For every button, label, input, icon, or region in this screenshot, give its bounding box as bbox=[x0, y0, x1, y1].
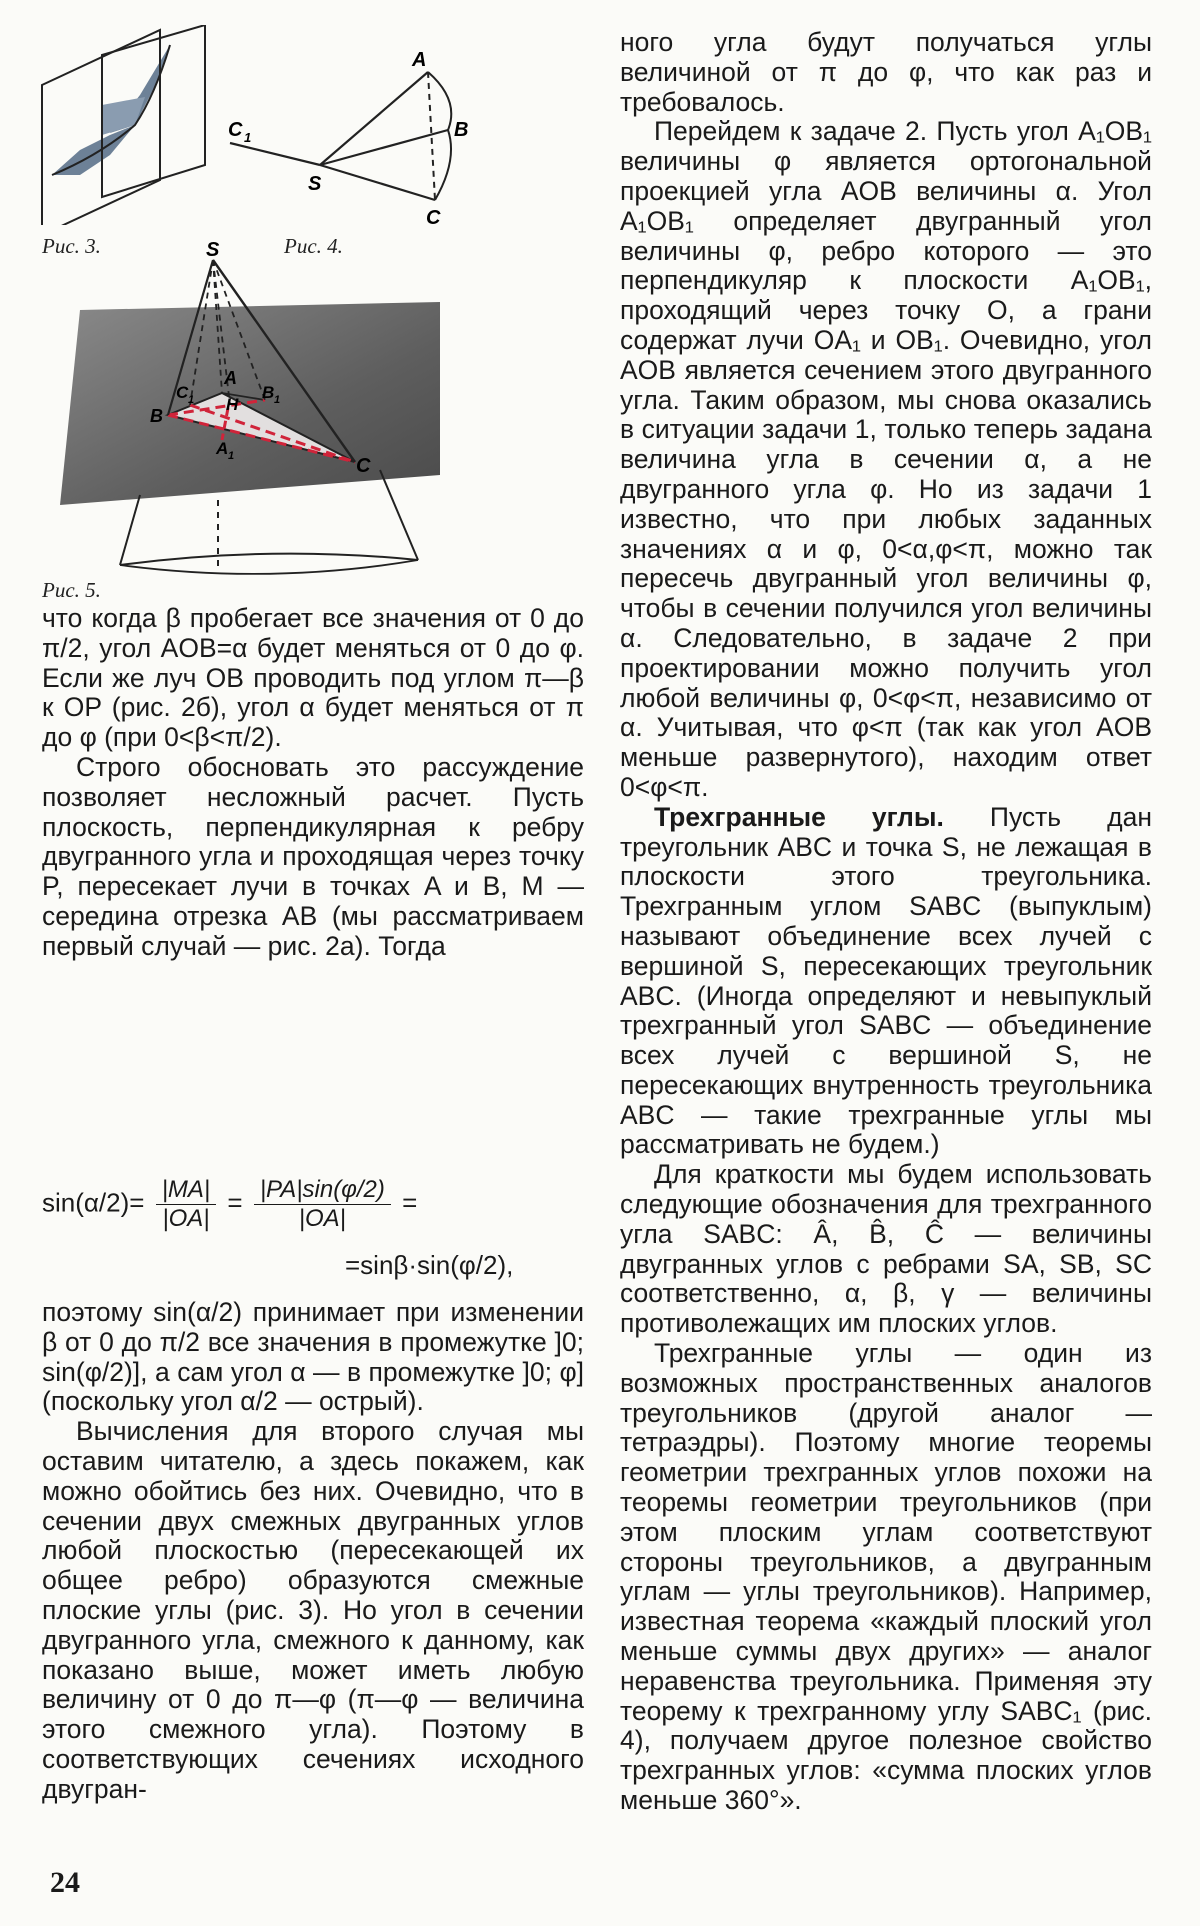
formula-line-2: =sinβ·sin(φ/2), bbox=[345, 1250, 514, 1280]
fig5-label-c1-sub: 1 bbox=[188, 394, 195, 406]
right-paragraph-5: Трехгранные углы — один из возможных пространственных аналогов треугольников (другой аналог — тетраэдры). Поэтому многие теоремы геометрии трехгранных углов похожи на теоремы геометрии треугольников (при этом плоским углам соответствуют стороны треугольников, а двугранным углам — углы треугольников). Например, известная теорема «каждый плоский угол меньше суммы двух других» — аналог неравенства треугольника. Применяя эту теорему к трехгранному углу SABC₁ (рис. 4), получаем другое полезное свойство трехгранных углов: «сумма плоских углов меньше 360°». bbox=[620, 1338, 1152, 1816]
fig5-label-c1: C bbox=[176, 383, 189, 402]
section-heading-trihedral: Трехгранные углы. bbox=[654, 801, 944, 832]
formula-frac-1-den: |OA| bbox=[162, 1205, 210, 1232]
left-paragraph-2: Строго обосновать это рассуждение позволяет несложный расчет. Пусть плоскость, перпендикулярная к ребру двугранного угла и проходящая через точку P, пересекает лучи в точках A и B, M — середина отрезка AB (мы рассматриваем первый случай — рис. 2а). Тогда bbox=[42, 751, 584, 961]
fig4-caption: Рис. 4. bbox=[284, 234, 343, 258]
fig5-cone-base bbox=[120, 554, 418, 565]
fig5-cone-right bbox=[380, 470, 418, 560]
fig5-label-b1: B bbox=[262, 383, 275, 402]
fig5-cone-base-back bbox=[120, 560, 418, 574]
fig5-label-a1-sub: 1 bbox=[228, 450, 235, 462]
fig4-label-c: C bbox=[426, 207, 441, 229]
formula-eq-2: = bbox=[402, 1187, 418, 1218]
fig4-ray-sc1 bbox=[230, 143, 320, 165]
fig5-label-a1: A bbox=[216, 439, 229, 458]
formula-lhs: sin(α/2)= bbox=[42, 1187, 145, 1218]
left-paragraph-4: Вычисления для второго случая мы оставим читателю, а здесь покажем, как можно обойтись без них. Очевидно, что в сечении двух смежных двугранных углов любой плоскостью (пересекающей их общее ребро) образуются смежные плоские углы (рис. 3). Но угол в сечении двугранного угла, смежного к данному, как показано выше, может иметь любую величину от 0 до π—φ (π—φ — величина этого смежного угла). Поэтому в соответствующих сечениях исходного двугран- bbox=[42, 1416, 584, 1804]
fig5-label-s: S bbox=[206, 240, 220, 261]
formula-sin bbox=[42, 1176, 587, 1233]
right-paragraph-1: ного угла будут получаться углы величиной от π до φ, что как раз и требовалось. bbox=[620, 27, 1152, 117]
fig4-arc-abc bbox=[428, 72, 451, 200]
fig5-label-b1-sub: 1 bbox=[274, 394, 281, 406]
fig4-edge-sc bbox=[320, 165, 435, 200]
figure-4 bbox=[220, 50, 480, 240]
left-column-bottom bbox=[42, 1298, 584, 1805]
fig5-caption: Рис. 5. bbox=[42, 578, 101, 602]
right-paragraph-2: Перейдем к задаче 2. Пусть угол A₁OB₁ величины φ является ортогональной проекцией угла AOB величины α. Угол A₁OB₁ определяет двугранный угол величины φ, ребро которого — это перпендикуляр к плоскости A₁OB₁, проходящий через точку O, а грани содержат лучи OA₁ и OB₁. Очевидно, угол AOB является сечением этого двугранного угла. Таким образом, мы снова оказались в ситуации задачи 1, только теперь задана величина угла в сечении α, а не двугранного угла φ. Но из задачи 1 известно, что при любых заданных значениях α и φ, 0<α,φ<π, можно так пересечь двугранный угол величины φ, чтобы в сечении получился угол величины α. Следовательно, в задаче 2 при проектировании можно получить угол любой величины φ, 0<φ<π, независимо от α. Учитывая, что φ<π (так как угол AOB меньше развернутого), находим ответ 0<φ<π. bbox=[620, 116, 1152, 802]
fig3-fill-left bbox=[52, 125, 135, 175]
fig5-label-c: C bbox=[356, 455, 371, 477]
fig5-label-b: B bbox=[150, 406, 163, 426]
left-paragraph-1: что когда β пробегает все значения от 0 до π/2, угол AOB=α будет меняться от 0 до φ. Если же луч OB проводить под углом π—β к OP (рис. 2б), угол α будет меняться от π до φ (при 0<β<π/2). bbox=[42, 603, 584, 753]
fig4-label-a: A bbox=[412, 50, 427, 71]
figure-5 bbox=[50, 240, 490, 585]
right-paragraph-4: Для краткости мы будем использовать следующие обозначения для трехгранного угла SABC: Â, B̂, Ĉ — величины двугранных углов с ребрами SA, SB, SC соответственно, α, β, γ — величины противолежащих им плоских углов. bbox=[620, 1159, 1152, 1339]
figure-3 bbox=[40, 25, 210, 225]
formula-frac-2-num: |PA|sin(φ/2) bbox=[254, 1176, 391, 1205]
fig5-label-a: A bbox=[224, 368, 237, 388]
formula-frac-1-num: |MA| bbox=[156, 1176, 216, 1205]
formula-frac-2-den: |OA| bbox=[298, 1205, 346, 1232]
formula-eq-1: = bbox=[227, 1187, 243, 1218]
fig4-label-b: B bbox=[454, 119, 469, 141]
page-number: 24 bbox=[50, 1866, 80, 1899]
right-paragraph-3 bbox=[620, 803, 1152, 1161]
left-column-top bbox=[42, 604, 584, 962]
fig5-cone-left bbox=[120, 495, 140, 565]
fig4-label-c1: C bbox=[228, 119, 243, 141]
fig4-label-s: S bbox=[308, 173, 322, 195]
formula-frac-2 bbox=[254, 1176, 391, 1233]
fig5-label-h: H bbox=[226, 395, 239, 414]
fig3-caption: Рис. 3. bbox=[42, 234, 101, 258]
right-column bbox=[620, 28, 1152, 1816]
right-paragraph-3-body: Пусть дан треугольник ABC и точка S, не лежащая в плоскости этого треугольника. Трехгранным углом SABC (выпуклым) называют объединение всех лучей с вершиной S, пересекающих треугольник ABC. (Иногда определяют и невыпуклый трехгранный угол SABC — объединение всех лучей с вершиной S, не пересекающих внутренность треугольника ABC — такие трехгранные углы мы рассматривать не будем.) bbox=[620, 801, 1152, 1160]
formula-frac-1 bbox=[156, 1176, 216, 1233]
fig4-label-c1-sub: 1 bbox=[244, 130, 252, 145]
left-paragraph-3: поэтому sin(α/2) принимает при изменении β от 0 до π/2 все значения в промежутке ]0; sin(φ/2)], а сам угол α — в промежутке ]0; φ] (поскольку угол α/2 — острый). bbox=[42, 1297, 584, 1417]
